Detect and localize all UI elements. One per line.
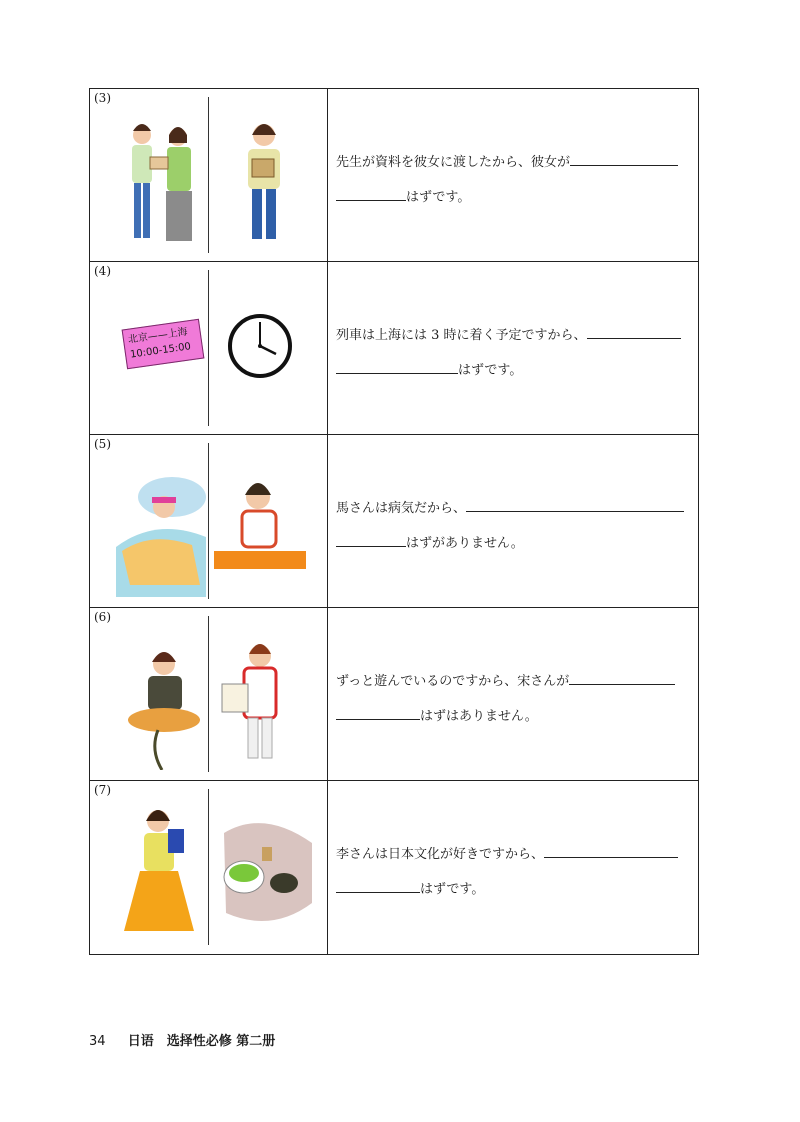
picture-divider <box>208 616 209 772</box>
boy-playing-game-illustration <box>112 620 206 770</box>
sentence-line-1 <box>336 497 684 516</box>
sentence-line-2 <box>336 532 524 551</box>
answer-blank[interactable] <box>466 498 684 512</box>
picture-cell <box>90 781 328 954</box>
answer-blank[interactable] <box>336 360 458 374</box>
page-number: 34 <box>89 1034 106 1049</box>
clock-icon <box>214 274 314 424</box>
picture-divider <box>208 443 209 599</box>
sentence-prefix: 馬さんは病気だから、 <box>336 501 467 516</box>
train-ticket-sign <box>122 319 205 369</box>
picture-cell <box>90 89 328 261</box>
item-number: (4) <box>94 264 111 278</box>
ticket-route: 北京——上海 <box>127 326 189 346</box>
sentence-suffix: はずがありません。 <box>406 536 524 551</box>
sentence-line-1 <box>336 151 678 170</box>
exercise-row <box>90 781 698 954</box>
item-number: (5) <box>94 437 111 451</box>
girl-holding-folder-illustration <box>214 101 314 251</box>
sentence-prefix: 先生が資料を彼女に渡したから、彼女が <box>336 155 571 170</box>
sentence-prefix: ずっと遊んでいるのですから、宋さんが <box>336 674 570 689</box>
sentence-line-2 <box>336 359 522 378</box>
sentence-line-1 <box>336 670 675 689</box>
exercise-row <box>90 435 698 608</box>
picture-divider <box>208 270 209 426</box>
sentence-cell <box>328 262 698 434</box>
answer-blank[interactable] <box>336 879 420 893</box>
sick-person-in-bed-illustration <box>112 447 206 597</box>
sentence-suffix: はずです。 <box>458 363 523 378</box>
student-with-paper-illustration <box>214 620 314 770</box>
sentence-cell <box>328 781 698 954</box>
answer-blank[interactable] <box>336 187 406 201</box>
sentence-line-2 <box>336 705 538 724</box>
answer-blank[interactable] <box>569 671 675 685</box>
sentence-cell <box>328 435 698 607</box>
picture-divider <box>208 97 209 253</box>
item-number: (3) <box>94 91 111 105</box>
sentence-suffix: はずはありません。 <box>420 709 538 724</box>
sentence-prefix: 列車は上海には 3 時に着く予定ですから、 <box>336 328 587 343</box>
exercise-table <box>89 88 699 955</box>
picture-cell <box>90 608 328 780</box>
answer-blank[interactable] <box>544 844 678 858</box>
exercise-row <box>90 89 698 262</box>
sentence-cell <box>328 608 698 780</box>
sentence-suffix: はずです。 <box>420 882 485 897</box>
item-number: (7) <box>94 783 111 797</box>
exercise-row <box>90 262 698 435</box>
answer-blank[interactable] <box>570 152 678 166</box>
answer-blank[interactable] <box>336 533 406 547</box>
teacher-handing-document-illustration <box>112 101 206 251</box>
student-at-desk-illustration <box>214 447 314 597</box>
sentence-line-2 <box>336 878 484 897</box>
answer-blank[interactable] <box>336 706 420 720</box>
sentence-cell <box>328 89 698 261</box>
page-footer <box>89 1030 275 1049</box>
sentence-suffix: はずです。 <box>406 190 471 205</box>
picture-divider <box>208 789 209 945</box>
ticket-time: 10:00-15:00 <box>129 341 192 361</box>
picture-cell <box>90 262 328 434</box>
sentence-prefix: 李さんは日本文化が好きですから、 <box>336 847 545 862</box>
girl-reading-book-illustration <box>112 793 206 943</box>
item-number: (6) <box>94 610 111 624</box>
sentence-line-1 <box>336 324 681 343</box>
picture-cell <box>90 435 328 607</box>
answer-blank[interactable] <box>587 325 681 339</box>
book-title: 日语 选择性必修 第二册 <box>127 1034 276 1049</box>
sentence-line-1 <box>336 843 678 862</box>
matcha-tea-set-illustration <box>214 793 314 943</box>
sentence-line-2 <box>336 186 470 205</box>
exercise-row <box>90 608 698 781</box>
